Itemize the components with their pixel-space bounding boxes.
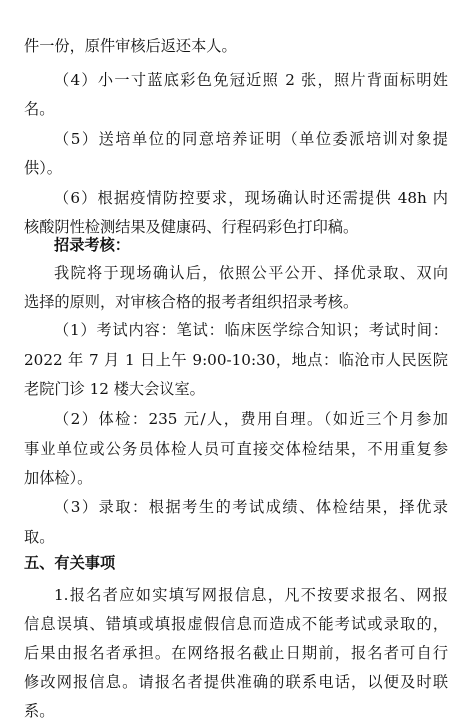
text-line: 事业单位或公务员体检人员可直接交体检结果，不用重复参 [24,440,448,458]
text-line: 我院将于现场确认后，依照公平公开、择优录取、双向 [54,264,448,282]
section-heading: 招录考核： [54,236,130,254]
text-line: （2）体检：235 元/人，费用自理。（如近三个月参加 [54,410,448,428]
text-line: 2022 年 7 月 1 日上午 9:00-10:30，地点：临沧市人民医院 [24,351,448,369]
text-line: 老院门诊 12 楼大会议室。 [24,380,205,398]
section-heading: 五、有关事项 [24,554,116,572]
text-line: 后果由报名者承担。在网络报名截止日期前，报名者可自行 [24,644,448,662]
text-line: （4）小一寸蓝底彩色免冠近照 2 张，照片背面标明姓 [54,71,448,89]
text-line: （5）送培单位的同意培养证明（单位委派培训对象提 [54,130,448,148]
text-line: （3）录取：根据考生的考试成绩、体检结果，择优录 [54,498,448,516]
text-line: 系。 [24,702,55,720]
text-line: （6）根据疫情防控要求，现场确认时还需提供 48h 内 [54,189,448,207]
text-line: 供）。 [24,159,62,177]
text-line: （1）考试内容：笔试：临床医学综合知识；考试时间： [54,321,448,339]
text-line: 修改网报信息。请报名者提供准确的联系电话，以便及时联 [24,673,448,691]
text-line: 选择的原则，对审核合格的报考者组织招录考核。 [24,293,359,311]
text-line: 名。 [24,100,55,118]
text-line: 件一份，原件审核后返还本人。 [24,37,237,55]
text-line: 取。 [24,528,55,546]
text-line: 加体检）。 [24,469,93,487]
text-line: 1.报名者应如实填写网报信息，凡不按要求报名、网报 [54,586,448,604]
text-line: 核酸阴性检测结果及健康码、行程码彩色打印稿。 [24,218,359,236]
text-line: 信息误填、错填或填报虚假信息而造成不能考试或录取的， [24,615,448,633]
